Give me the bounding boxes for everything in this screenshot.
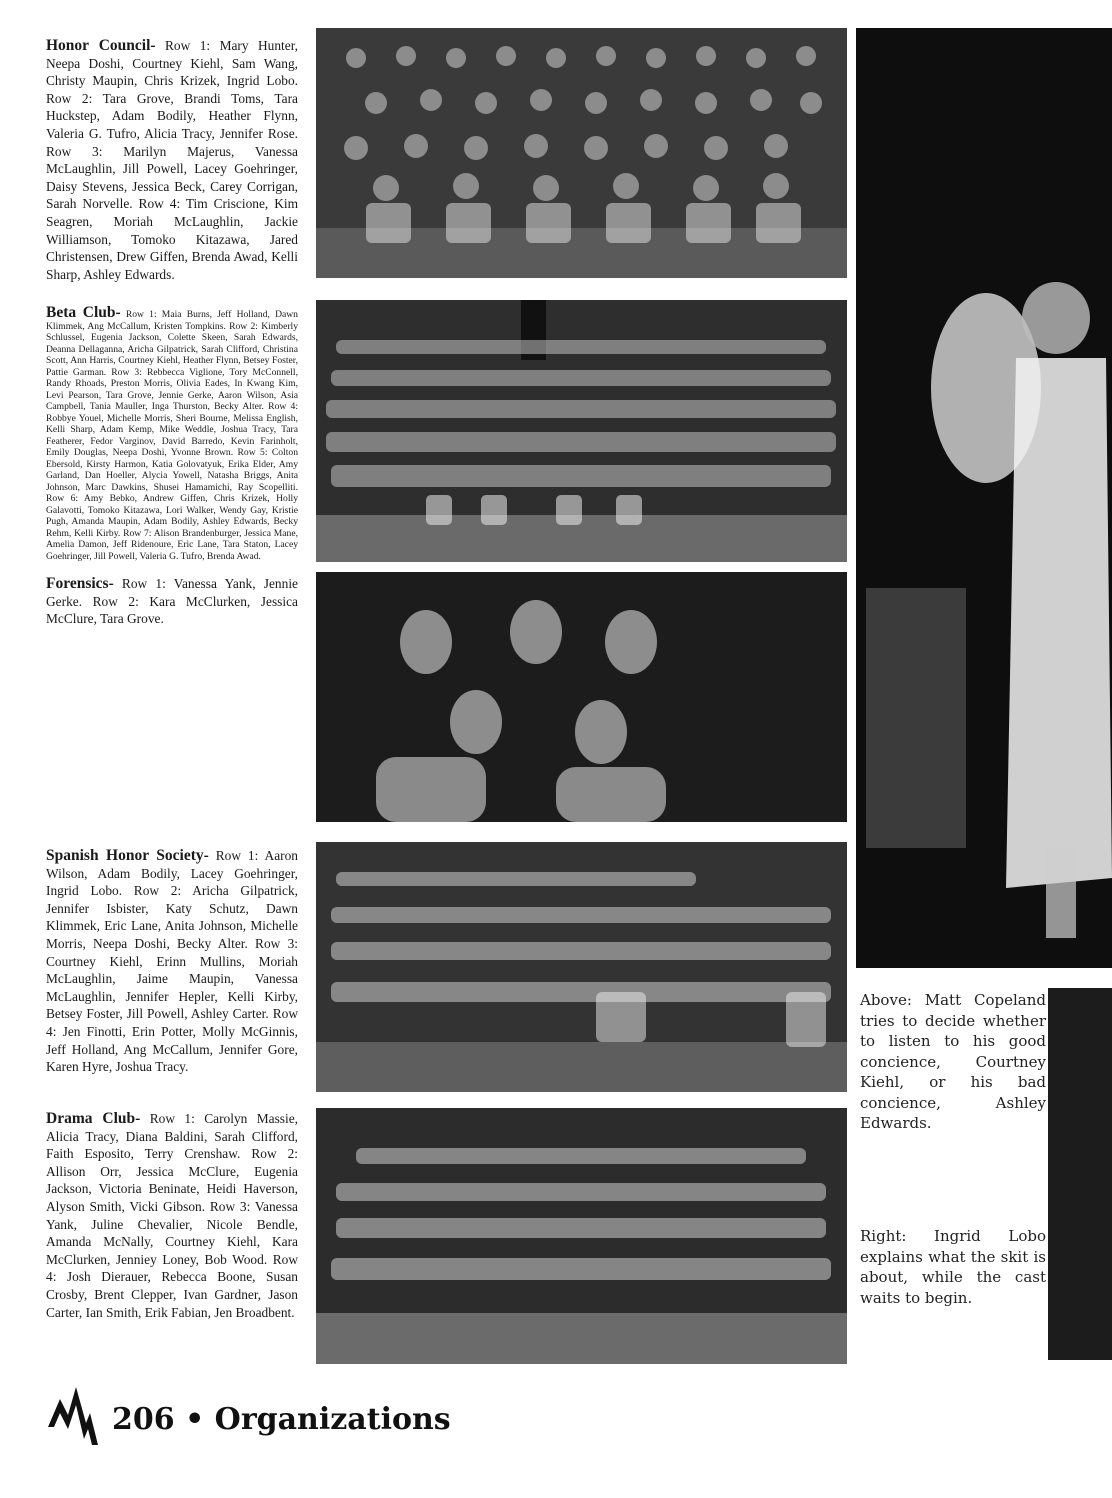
drama-club-photo — [316, 1108, 847, 1364]
beta-club-photo — [316, 300, 847, 562]
spanish-honor-society-caption — [46, 847, 298, 1076]
honor-council-photo — [316, 28, 847, 278]
caption-title: Beta Club- — [46, 304, 121, 321]
caption-text: Row 1: Aaron Wilson, Adam Bodily, Lacey Goehringer, Ingrid Lobo. Row 2: Aricha Gilpatrick, Jennifer Isbister, Katy Schutz, Dawn Klimmek, Eric Lane, Anita Johnson, Michelle Morris, Neepa Doshi, Becky Alter. Row 3: Courtney Kiehl, Erinn Mullins, Moriah McLaughlin, Jaime Maupin, Vanessa McLaughlin, Jennifer Hepler, Kelli Kirby, Betsey Foster, Jill Powell, Ashley Carter. Row 4: Jen Finotti, Erin Potter, Molly McGinnis, Jeff Holland, Ang McCallum, Jennifer Gore, Karen Hyre, Joshua Tracy. — [46, 848, 299, 1075]
caption-text: Row 1: Mary Hunter, Neepa Doshi, Courtney Kiehl, Sam Wang, Christy Maupin, Chris Krizek, Ingrid Lobo. Row 2: Tara Grove, Brandi Toms, Tara Huckstep, Adam Bodily, Heather Flynn, Valeria G. Tufro, Alicia Tracy, Jennifer Rose. Row 3: Marilyn Majerus, Vanessa McLaughlin, Jill Powell, Lacey Goehringer, Daisy Stevens, Jessica Beck, Carey Corrigan, Sarah Norvelle. Row 4: Tim Criscione, Kim Seagren, Moriah McLaughlin, Jackie Williamson, Tomoko Kitazawa, Jared Christensen, Drew Giffen, Brenda Awad, Kelli Sharp, Ashley Edwards. — [46, 38, 298, 282]
caption-title: Forensics- — [46, 575, 114, 592]
caption-title: Honor Council- — [46, 37, 156, 54]
right-caption: Right: Ingrid Lobo explains what the skit is about, while the cast waits to begin. — [860, 1227, 1046, 1307]
drama-club-caption — [46, 1110, 298, 1321]
beta-club-caption — [46, 304, 298, 562]
forensics-caption — [46, 575, 298, 628]
page-footer — [46, 1378, 451, 1448]
mountain-logo-icon — [46, 1379, 102, 1447]
caption-text: Row 1: Carolyn Massie, Alicia Tracy, Diana Baldini, Sarah Clifford, Faith Esposito, Terry Crenshaw. Row 2: Allison Orr, Jessica McClure, Eugenia Jackson, Victoria Beninate, Heidi Haverson, Alyson Smith, Vicki Gibson. Row 3: Vanessa Yank, Juline Chevalier, Nicole Bendle, Amanda McNally, Courtney Kiehl, Kara McClurken, Jenniey Loney, Bob Wood. Row 4: Josh Dierauer, Rebecca Boone, Susan Crosby, Brent Clepper, Ivan Gardner, Jason Carter, Ian Smith, Erik Fabian, Jen Broadbent. — [46, 1111, 299, 1320]
above-caption: Above: Matt Copeland tries to decide whether to listen to his good concience, Courtney Kiehl, or his bad concience, Ashley Edwards. — [860, 991, 1046, 1132]
caption-text: Row 1: Maia Burns, Jeff Holland, Dawn Klimmek, Ang McCallum, Kristen Tompkins. Row 2: Kimberly Schlussel, Eugenia Jackson, Colette Skeen, Sarah Edwards, Deanna Dellaganna, Aricha Gilpatrick, Sarah Clifford, Christina Scott, Ann Harris, Courtney Kiehl, Heather Flynn, Betsey Foster, Pattie Garman. Row 3: Rebbecca Viglione, Tory McConnell, Randy Rhoads, Preston Morris, Olivia Eades, In Kwang Kim, Levi Pearson, Tara Grove, Jennie Gerke, Aaron Wilson, Asia Campbell, Tania Mauller, Inga Thurston, Becky Alter. Row 4: Robbye Youel, Michelle Morris, Sheri Bourne, Melissa English, Kelli Sharp, Adam Kemp, Mike Weddle, Joshua Tracy, Tara Featherer, Fedor Varginov, David Barredo, Kevin Farinholt, Emily Douglas, Neepa Doshi, Yvonne Brown. Row 5: Colton Ebersold, Kirsty Harmon, Katia Golovatyuk, Erika Elder, Amy Garland, Dan Hoeller, Alycia Yowell, Natasha Briggs, Anita Johnson, Marc Dawkins, Shusei Hamamichi, Ray Scopelliti. Row 6: Amy Bebko, Andrew Giffen, Chris Krizek, Holly Galavotti, Tomoko Kitazawa, Lori Walker, Wendy Gay, Kristie Pugh, Amanda Maupin, Adam Bodily, Ashley Edwards, Becky Rehm, Kelli Kirby. Row 7: Alison Brandenburger, Jessica Mane, Amelia Damon, Jeff Ridenoure, Eric Lane, Tara Staton, Lacey Goehringer, Jill Powell, Valeria G. Tufro, Brenda Awad. — [46, 309, 298, 562]
caption-title: Drama Club- — [46, 1110, 141, 1127]
caption-title: Spanish Honor Society- — [46, 847, 209, 864]
skit-photo-strip — [1048, 988, 1112, 1360]
skit-photo — [856, 28, 1112, 968]
forensics-photo — [316, 572, 847, 822]
honor-council-caption — [46, 37, 298, 283]
page-number-title: 206 • Organizations — [112, 1401, 451, 1437]
caption-text: Row 1: Vanessa Yank, Jennie Gerke. Row 2: Kara McClurken, Jessica McClure, Tara Grove. — [46, 576, 298, 627]
spanish-honor-society-photo — [316, 842, 847, 1092]
